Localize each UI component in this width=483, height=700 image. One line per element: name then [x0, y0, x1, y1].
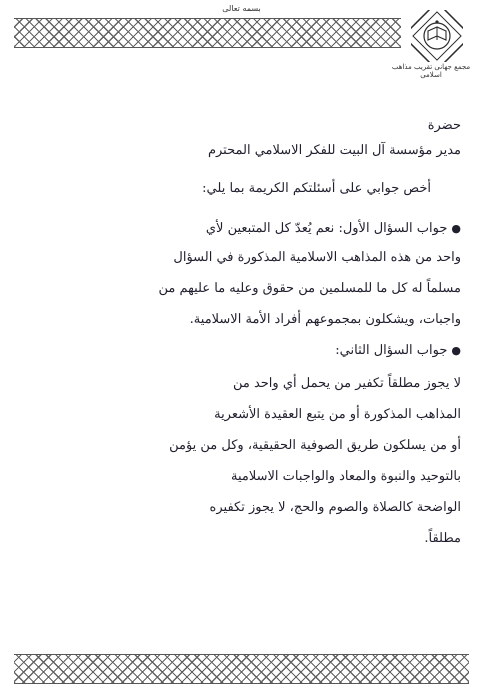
- answer-two: [18, 343, 461, 547]
- intro-line: أخص جوابي على أسئلتكم الكريمة بما يلي:: [202, 181, 431, 196]
- answer-two-heading-text: جواب السؤال الثاني:: [335, 343, 448, 358]
- page-header-label: بسمه تعالى: [222, 4, 261, 13]
- answer-one-line: نعم يُعدّ كل المتبعين لأي: [205, 221, 335, 236]
- organization-seal-icon: [411, 10, 463, 62]
- answer-two-line: أو من يسلكون طريق الصوفية الحقيقية، وكل من يؤمن: [169, 438, 461, 453]
- answer-one-body: [18, 250, 461, 328]
- answer-two-line: لا يجوز مطلقاً تكفير من يحمل أي واحد من: [232, 376, 461, 391]
- letter-body: [18, 118, 461, 562]
- ornamental-footer-band: [14, 654, 469, 684]
- ornamental-header-band: [14, 18, 401, 48]
- salutation: حضرة: [427, 118, 461, 133]
- bullet-icon: ●: [451, 344, 461, 357]
- answer-one-heading: [18, 221, 461, 236]
- organization-caption: مجمع جهانی تقریب مذاهب اسلامی: [391, 63, 471, 79]
- answer-two-line: مطلقاً.: [424, 531, 461, 546]
- answer-one-line: واحد من هذه المذاهب الاسلامية المذكورة في السؤال: [173, 250, 461, 265]
- answer-two-heading: [18, 343, 461, 358]
- answer-two-line: الواضحة كالصلاة والصوم والحج، لا يجوز تكفيره: [209, 500, 461, 515]
- answer-one-line: واجبات، ويشكلون بمجموعهم أفراد الأمة الاسلامية.: [189, 312, 461, 327]
- answer-one: [18, 221, 461, 328]
- answer-two-line: المذاهب المذكورة أو من يتبع العقيدة الأشعرية: [214, 407, 461, 422]
- answer-one-heading-text: جواب السؤال الأول:: [338, 221, 448, 236]
- answer-one-line: مسلماً له كل ما للمسلمين من حقوق وعليه ما عليهم من: [158, 281, 461, 296]
- bullet-icon: ●: [451, 222, 461, 235]
- recipient-line: مدير مؤسسة آل البيت للفكر الاسلامي المحترم: [207, 143, 461, 158]
- answer-two-line: بالتوحيد والنبوة والمعاد والواجبات الاسلامية: [231, 469, 461, 484]
